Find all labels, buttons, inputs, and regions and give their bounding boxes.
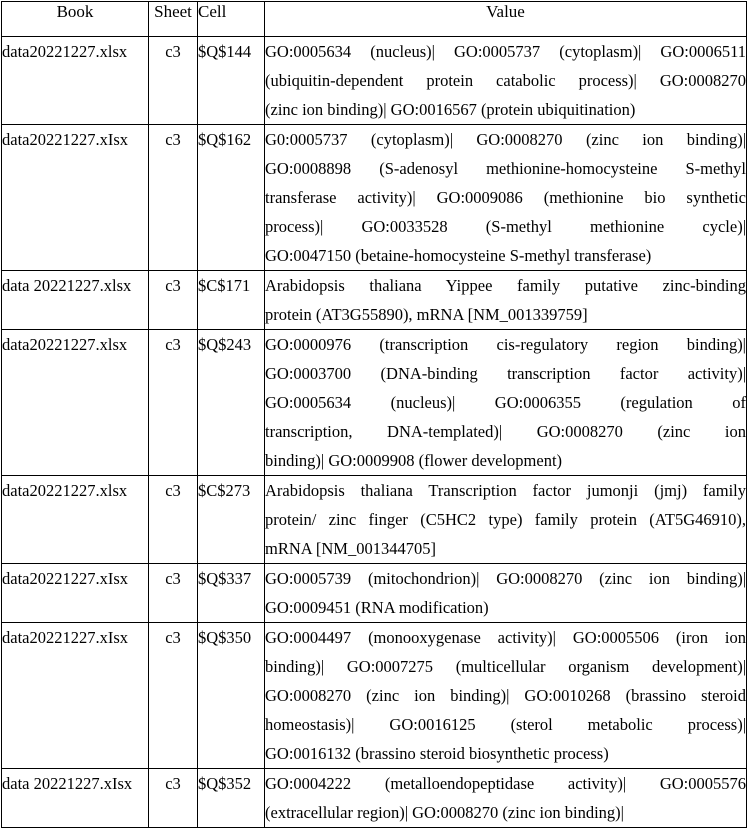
value-line: GO:0004497 (monooxygenase activity)| GO:0005506 (iron ion — [265, 628, 746, 647]
value-line: GO:0003700 (DNA-binding transcription factor activity)| — [265, 364, 746, 383]
column-header-book: Book — [2, 2, 149, 37]
column-header-sheet: Sheet — [149, 2, 198, 37]
value-line: protein/ zinc finger (C5HC2 type) family protein (AT5G46910), — [265, 510, 746, 529]
cell-book: data20221227.xlsx — [2, 476, 149, 564]
cell-reference: $C$273 — [198, 476, 265, 564]
value-line: (zinc ion binding)| GO:0016567 (protein ubiquitination) — [265, 100, 636, 119]
value-line: GO:0005634 (nucleus)| GO:0006355 (regulation of — [265, 393, 746, 412]
value-line: GO:0004222 (metalloendopeptidase activity)| GO:0005576 — [265, 774, 746, 793]
document-page — [0, 1, 747, 822]
value-line: binding)| GO:0007275 (multicellular organism development)| — [265, 657, 746, 676]
value-line: GO:0005739 (mitochondrion)| GO:0008270 (zinc ion binding)| — [265, 569, 746, 588]
column-header-value: Value — [265, 2, 747, 37]
cell-sheet: c3 — [149, 37, 198, 125]
cell-book: data20221227.xIsx — [2, 125, 149, 271]
cell-reference: $Q$162 — [198, 125, 265, 271]
cell-value — [265, 476, 747, 564]
value-line: homeostasis)| GO:0016125 (sterol metabolic process)| — [265, 715, 746, 734]
cell-reference: $Q$350 — [198, 623, 265, 769]
cell-value — [265, 330, 747, 476]
table-row — [2, 37, 747, 125]
table-row — [2, 271, 747, 330]
value-line: (ubiquitin-dependent protein catabolic process)| GO:0008270 — [265, 71, 746, 90]
cell-sheet: c3 — [149, 125, 198, 271]
cell-book: data 20221227.xIsx — [2, 769, 149, 828]
table-row — [2, 476, 747, 564]
value-line: G0:0005737 (cytoplasm)| GO:0008270 (zinc ion binding)| — [265, 130, 746, 149]
value-line: binding)| GO:0009908 (flower development) — [265, 451, 563, 470]
column-header-cell: Cell — [198, 2, 265, 37]
cell-book: data20221227.xlsx — [2, 37, 149, 125]
table-row — [2, 125, 747, 271]
cell-sheet: c3 — [149, 769, 198, 828]
value-line: protein (AT3G55890), mRNA [NM_001339759] — [265, 305, 588, 324]
value-line: transcription, DNA-templated)| GO:0008270 (zinc ion — [265, 422, 746, 441]
value-line: GO:0016132 (brassino steroid biosynthetic process) — [265, 744, 609, 763]
cell-sheet: c3 — [149, 476, 198, 564]
table-row — [2, 623, 747, 769]
cell-sheet: c3 — [149, 564, 198, 623]
cell-reference: $Q$352 — [198, 769, 265, 828]
header-row — [2, 2, 747, 37]
value-line: GO:0008270 (zinc ion binding)| GO:0010268 (brassino steroid — [265, 686, 746, 705]
cell-reference: $C$171 — [198, 271, 265, 330]
cell-value — [265, 564, 747, 623]
cell-book: data 20221227.xlsx — [2, 271, 149, 330]
value-line: GO:0009451 (RNA modification) — [265, 598, 489, 617]
cell-value — [265, 37, 747, 125]
table-header — [2, 2, 747, 37]
table-row — [2, 564, 747, 623]
value-line: GO:0047150 (betaine-homocysteine S-methyl transferase) — [265, 246, 652, 265]
cell-sheet: c3 — [149, 623, 198, 769]
cell-reference: $Q$337 — [198, 564, 265, 623]
cell-value — [265, 769, 747, 828]
go-annotation-table — [1, 1, 747, 828]
cell-value — [265, 623, 747, 769]
value-line: mRNA [NM_001344705] — [265, 539, 436, 558]
table-row — [2, 330, 747, 476]
cell-value — [265, 125, 747, 271]
table-body — [2, 37, 747, 828]
value-line: transferase activity)| GO:0009086 (methionine bio synthetic — [265, 188, 746, 207]
cell-book: data20221227.xIsx — [2, 564, 149, 623]
value-line: GO:0005634 (nucleus)| GO:0005737 (cytoplasm)| GO:0006511 — [265, 42, 746, 61]
cell-book: data20221227.xIsx — [2, 623, 149, 769]
cell-sheet: c3 — [149, 330, 198, 476]
value-line: Arabidopsis thaliana Transcription factor jumonji (jmj) family — [265, 481, 746, 500]
cell-sheet: c3 — [149, 271, 198, 330]
table-row — [2, 769, 747, 828]
value-line: GO:0008898 (S-adenosyl methionine-homocysteine S-methyl — [265, 159, 746, 178]
value-line: GO:0000976 (transcription cis-regulatory region binding)| — [265, 335, 746, 354]
cell-value — [265, 271, 747, 330]
value-line: process)| GO:0033528 (S-methyl methionine cycle)| — [265, 217, 746, 236]
value-line: (extracellular region)| GO:0008270 (zinc ion binding)| — [265, 803, 624, 822]
value-line: Arabidopsis thaliana Yippee family putative zinc-binding — [265, 276, 746, 295]
cell-reference: $Q$144 — [198, 37, 265, 125]
cell-book: data20221227.xlsx — [2, 330, 149, 476]
cell-reference: $Q$243 — [198, 330, 265, 476]
